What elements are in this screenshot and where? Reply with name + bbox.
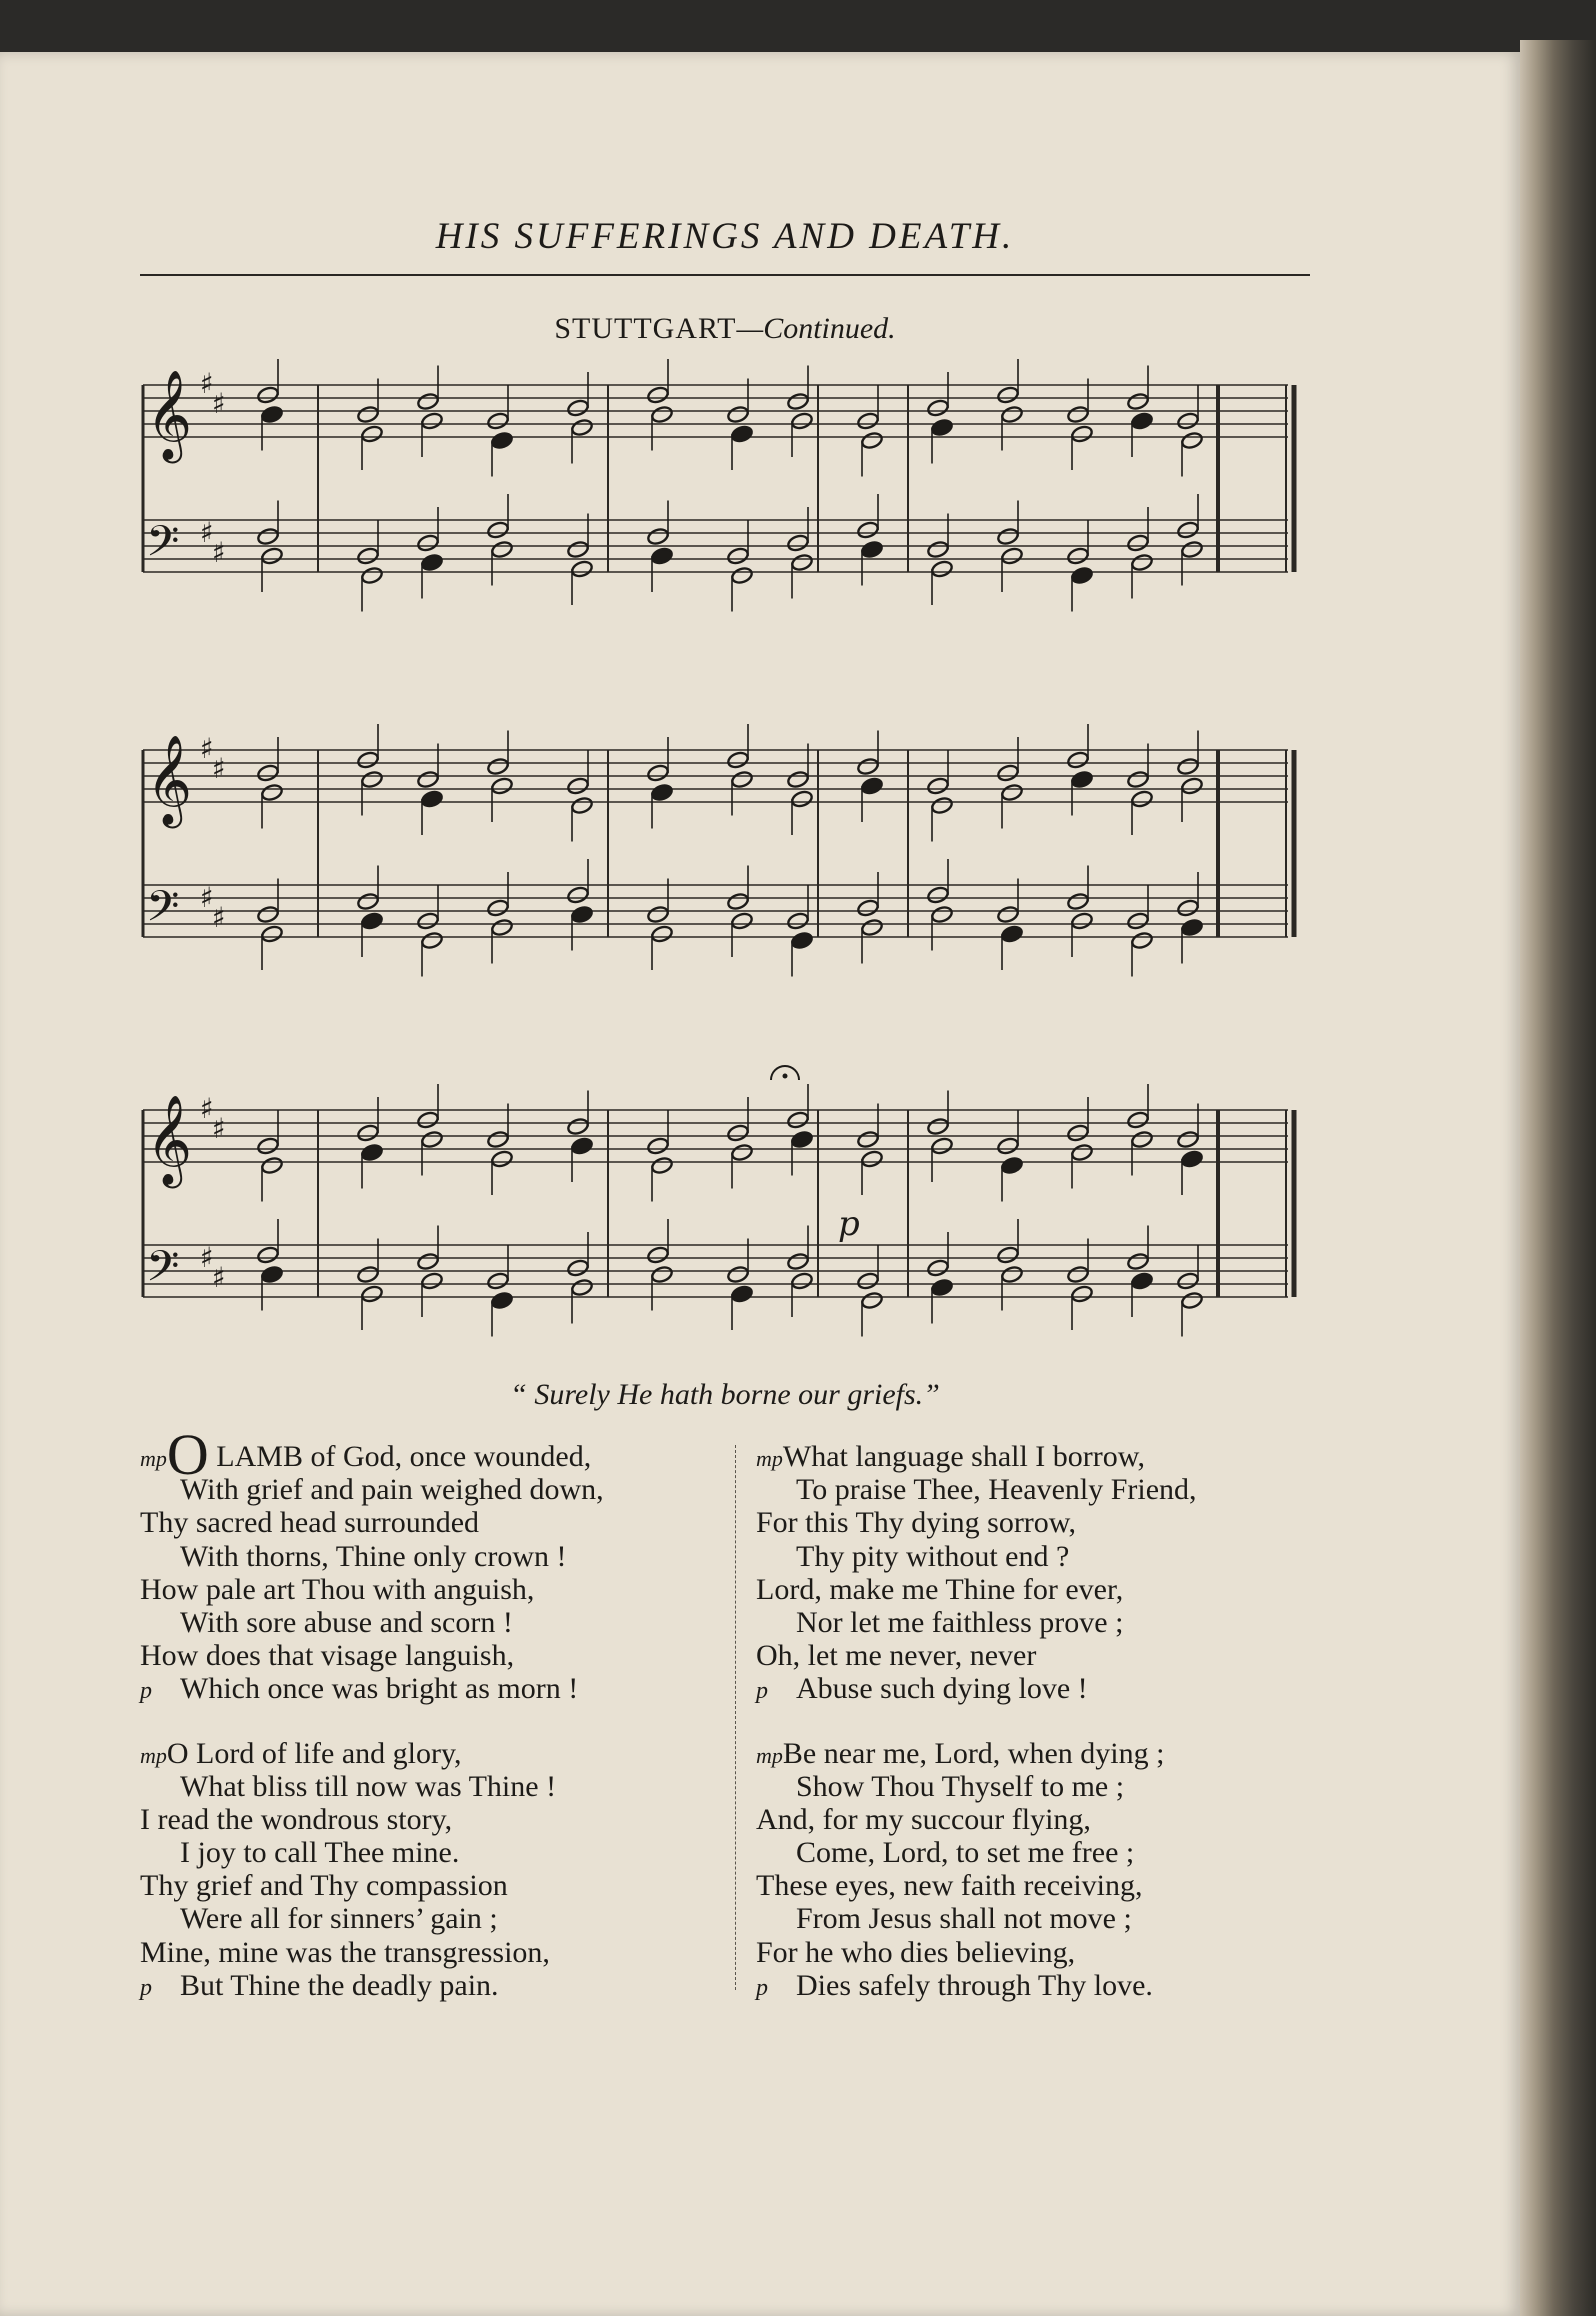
verse-line — [140, 1936, 725, 1969]
notehead — [650, 1265, 673, 1284]
notehead — [356, 1123, 379, 1142]
verse-text: Show Thou Thyself to me ; — [796, 1769, 1125, 1803]
sharp-sign: ♯ — [212, 387, 226, 420]
notehead — [420, 1271, 443, 1290]
notehead — [260, 1265, 283, 1284]
notehead — [1176, 411, 1199, 430]
hymn-caption: “ Surely He hath borne our griefs.” — [510, 1378, 940, 1411]
notehead — [1176, 1271, 1199, 1290]
dynamic-mark: mp — [756, 1742, 783, 1768]
notehead — [1176, 520, 1199, 539]
verse-text: Lord, make me Thine for ever, — [756, 1572, 1124, 1606]
notehead — [856, 520, 879, 539]
bass-clef: 𝄢 — [146, 882, 180, 942]
verse-text: Mine, mine was the transgression, — [140, 1935, 550, 1969]
notehead — [930, 905, 953, 924]
treble-clef: 𝄞 — [146, 370, 193, 460]
notehead — [360, 1143, 383, 1162]
verse-line — [140, 1737, 725, 1770]
notehead — [356, 405, 379, 424]
verse-line — [756, 1869, 1341, 1902]
verse-line — [140, 1506, 725, 1539]
notehead — [1126, 533, 1149, 552]
notehead — [420, 553, 443, 572]
verse-text: I joy to call Thee mine. — [180, 1836, 460, 1870]
notehead — [1000, 1156, 1023, 1175]
verse-text: How does that visage languish, — [140, 1639, 515, 1673]
notehead — [566, 776, 589, 795]
notehead — [486, 1130, 509, 1149]
notehead — [786, 911, 809, 930]
notehead — [420, 931, 443, 950]
verse-text: With grief and pain weighed down, — [180, 1473, 604, 1507]
verse-text: Dies safely through Thy love. — [796, 1968, 1153, 2002]
verse-line — [140, 1672, 725, 1705]
notehead — [1066, 1265, 1089, 1284]
notehead — [490, 540, 513, 559]
notehead — [570, 559, 593, 578]
notehead — [646, 527, 669, 546]
verse-text: Come, Lord, to set me free ; — [796, 1836, 1135, 1870]
notehead — [1130, 1271, 1153, 1290]
notehead — [646, 1136, 669, 1155]
notehead — [260, 924, 283, 943]
notehead — [1066, 546, 1089, 565]
running-head: HIS SUFFERINGS AND DEATH. — [435, 216, 1015, 257]
notehead — [256, 1245, 279, 1264]
verse-line — [140, 1573, 725, 1606]
verse-line — [756, 1506, 1341, 1539]
score-dynamic-mark: p — [838, 1204, 860, 1244]
notehead — [360, 1284, 383, 1303]
notehead — [650, 783, 673, 802]
notehead — [930, 559, 953, 578]
dynamic-mark: p — [756, 1678, 768, 1705]
notehead — [1180, 431, 1203, 450]
treble-clef: 𝄞 — [146, 735, 193, 825]
notehead — [416, 1252, 439, 1271]
notehead — [726, 1265, 749, 1284]
dynamic-mark: mp — [140, 1742, 167, 1768]
notehead — [256, 385, 279, 404]
verse-text: Thy sacred head surrounded — [140, 1506, 480, 1540]
notehead — [650, 924, 673, 943]
notehead — [790, 553, 813, 572]
verse-line — [140, 1803, 725, 1836]
notehead — [856, 757, 879, 776]
verse-text: O Lord of life and glory, — [166, 1736, 462, 1770]
notehead — [1000, 546, 1023, 565]
notehead — [1126, 1110, 1149, 1129]
sharp-sign: ♯ — [212, 752, 226, 785]
notehead — [790, 411, 813, 430]
notehead — [860, 776, 883, 795]
notehead — [860, 1291, 883, 1310]
notehead — [786, 770, 809, 789]
verse-text: These eyes, new faith receiving, — [756, 1869, 1143, 1903]
notehead — [646, 905, 669, 924]
notehead — [490, 1291, 513, 1310]
drop-cap: O — [166, 1422, 209, 1487]
verse-text: Were all for sinners’ gain ; — [180, 1902, 498, 1936]
verse-line — [756, 1803, 1341, 1836]
notehead — [256, 763, 279, 782]
verse-text: For this Thy dying sorrow, — [756, 1506, 1077, 1540]
notehead — [570, 1136, 593, 1155]
notehead — [646, 1245, 669, 1264]
sharp-sign: ♯ — [212, 901, 226, 934]
verse-line — [756, 1540, 1341, 1573]
notehead — [650, 1156, 673, 1175]
notehead — [996, 1136, 1019, 1155]
notehead — [1130, 1130, 1153, 1149]
verse-text: Abuse such dying love ! — [796, 1672, 1088, 1706]
sharp-sign: ♯ — [200, 1092, 214, 1125]
verse-text: Thy pity without end ? — [796, 1539, 1070, 1573]
notehead — [790, 1130, 813, 1149]
notehead — [1000, 924, 1023, 943]
notehead — [1070, 911, 1093, 930]
verse-text: And, for my succour flying, — [756, 1802, 1091, 1836]
notehead — [926, 398, 949, 417]
notehead — [490, 776, 513, 795]
notehead — [1176, 898, 1199, 917]
notehead — [860, 431, 883, 450]
verse-line — [756, 1639, 1341, 1672]
notehead — [856, 1130, 879, 1149]
verse-text: Thy grief and Thy compassion — [140, 1869, 508, 1903]
verse-line — [140, 1540, 725, 1573]
verse-text: With thorns, Thine only crown ! — [180, 1539, 567, 1573]
notehead — [996, 1245, 1019, 1264]
notehead — [926, 885, 949, 904]
verse-line — [140, 1606, 725, 1639]
notehead — [930, 418, 953, 437]
notehead — [256, 905, 279, 924]
bass-clef: 𝄢 — [146, 517, 180, 577]
stanza-1 — [140, 1422, 725, 1706]
verse-text: LAMB of God, once wounded, — [208, 1440, 592, 1473]
verse-line — [756, 1672, 1341, 1705]
notehead — [1000, 783, 1023, 802]
notehead — [486, 1271, 509, 1290]
notehead — [790, 1271, 813, 1290]
notehead — [1070, 566, 1093, 585]
notehead — [420, 789, 443, 808]
notehead — [726, 892, 749, 911]
verse-line — [756, 1473, 1341, 1506]
notehead — [650, 405, 673, 424]
notehead — [1130, 789, 1153, 808]
notehead — [260, 546, 283, 565]
verse-line — [756, 1936, 1341, 1969]
sharp-sign: ♯ — [212, 536, 226, 569]
notehead — [730, 911, 753, 930]
notehead — [650, 546, 673, 565]
notehead — [260, 783, 283, 802]
stanza-2 — [140, 1737, 725, 2003]
notehead — [356, 892, 379, 911]
notehead — [566, 398, 589, 417]
notehead — [1126, 770, 1149, 789]
verse-text: Be near me, Lord, when dying ; — [782, 1736, 1165, 1770]
sharp-sign: ♯ — [212, 1112, 226, 1145]
notehead — [256, 1136, 279, 1155]
dynamic-mark: mp — [756, 1446, 783, 1471]
notehead — [566, 540, 589, 559]
notehead — [730, 1143, 753, 1162]
verse-text: Oh, let me never, never — [756, 1639, 1037, 1673]
notehead — [1180, 918, 1203, 937]
notehead — [1066, 750, 1089, 769]
notehead — [1180, 776, 1203, 795]
notehead — [860, 918, 883, 937]
notehead — [786, 1252, 809, 1271]
notehead — [790, 789, 813, 808]
stanza-4 — [756, 1737, 1341, 2003]
sharp-sign: ♯ — [200, 1241, 214, 1274]
notehead — [856, 1271, 879, 1290]
verse-line — [756, 1737, 1341, 1770]
notehead — [1126, 392, 1149, 411]
notehead — [726, 405, 749, 424]
notehead — [726, 1123, 749, 1142]
notehead — [926, 1117, 949, 1136]
verse-line — [140, 1473, 725, 1506]
verse-text: How pale art Thou with anguish, — [140, 1572, 535, 1606]
notehead — [930, 1136, 953, 1155]
verse-line — [756, 1902, 1341, 1935]
notehead — [1070, 770, 1093, 789]
notehead — [1070, 424, 1093, 443]
notehead — [1180, 1291, 1203, 1310]
verse-line — [756, 1836, 1341, 1869]
verse-line — [756, 1440, 1341, 1473]
stanza-3 — [756, 1440, 1341, 1706]
sharp-sign: ♯ — [200, 732, 214, 765]
notehead — [256, 527, 279, 546]
notehead — [486, 411, 509, 430]
dynamic-mark: mp — [140, 1446, 167, 1471]
notehead — [1130, 553, 1153, 572]
notehead — [416, 770, 439, 789]
notehead — [420, 411, 443, 430]
verse-text: From Jesus shall not move ; — [796, 1902, 1132, 1936]
verse-line — [140, 1969, 725, 2002]
verse-text: But Thine the deadly pain. — [180, 1968, 499, 2002]
verse-line — [140, 1770, 725, 1803]
notehead — [490, 1149, 513, 1168]
header-rule — [140, 274, 1310, 276]
verse-line — [140, 1422, 725, 1487]
notehead — [930, 796, 953, 815]
notehead — [730, 424, 753, 443]
column-divider — [735, 1445, 736, 1990]
notehead — [360, 911, 383, 930]
verse-text: Which once was bright as morn ! — [180, 1672, 579, 1706]
notehead — [856, 898, 879, 917]
notehead — [566, 885, 589, 904]
notehead — [1000, 405, 1023, 424]
notehead — [570, 418, 593, 437]
notehead — [490, 431, 513, 450]
notehead — [996, 763, 1019, 782]
sharp-sign: ♯ — [200, 516, 214, 549]
verse-line — [140, 1902, 725, 1935]
verse-line — [140, 1836, 725, 1869]
notehead — [1176, 1130, 1199, 1149]
tune-name: STUTTGART — [554, 312, 737, 345]
notehead — [786, 392, 809, 411]
dynamic-mark: p — [140, 1678, 152, 1705]
verse-line — [140, 1869, 725, 1902]
verse-text: Nor let me faithless prove ; — [796, 1605, 1124, 1639]
notehead — [356, 750, 379, 769]
verse-text: For he who dies believing, — [756, 1935, 1076, 1969]
notehead — [790, 931, 813, 950]
verse-text: To praise Thee, Heavenly Friend, — [796, 1473, 1197, 1507]
music-score — [138, 355, 1318, 1355]
notehead — [416, 392, 439, 411]
notehead — [486, 757, 509, 776]
notehead — [570, 796, 593, 815]
notehead — [1130, 931, 1153, 950]
notehead — [996, 385, 1019, 404]
tune-suffix: —Continued. — [736, 312, 896, 345]
verse-line — [756, 1606, 1341, 1639]
page-edges — [1520, 40, 1596, 2316]
notehead — [356, 546, 379, 565]
notehead — [566, 1117, 589, 1136]
dynamic-mark: p — [756, 1974, 768, 2001]
notehead — [1126, 911, 1149, 930]
verse-text: I read the wondrous story, — [140, 1802, 453, 1836]
notehead — [416, 911, 439, 930]
hymn-column-right — [756, 1440, 1341, 2033]
notehead — [1070, 1284, 1093, 1303]
notehead — [360, 424, 383, 443]
notehead — [420, 1130, 443, 1149]
notehead — [1176, 757, 1199, 776]
notehead — [856, 411, 879, 430]
notehead — [566, 1258, 589, 1277]
notehead — [570, 1278, 593, 1297]
notehead — [416, 1110, 439, 1129]
fermata-dot — [783, 1074, 788, 1079]
notehead — [996, 527, 1019, 546]
bass-clef: 𝄢 — [146, 1242, 180, 1302]
notehead — [1066, 405, 1089, 424]
notehead — [726, 750, 749, 769]
notehead — [1000, 1265, 1023, 1284]
notehead — [260, 1156, 283, 1175]
dynamic-mark: p — [140, 1974, 152, 2001]
notehead — [726, 546, 749, 565]
verse-text: What language shall I borrow, — [782, 1440, 1145, 1473]
notehead — [730, 566, 753, 585]
notehead — [1066, 892, 1089, 911]
notehead — [356, 1265, 379, 1284]
verse-line — [756, 1969, 1341, 2002]
notehead — [416, 533, 439, 552]
treble-clef: 𝄞 — [146, 1095, 193, 1185]
verse-line — [756, 1770, 1341, 1803]
notehead — [996, 905, 1019, 924]
verse-line — [756, 1573, 1341, 1606]
notehead — [570, 905, 593, 924]
notehead — [786, 533, 809, 552]
sharp-sign: ♯ — [212, 1261, 226, 1294]
notehead — [786, 1110, 809, 1129]
notehead — [486, 898, 509, 917]
sharp-sign: ♯ — [200, 367, 214, 400]
tune-title — [140, 312, 1310, 346]
notehead — [860, 540, 883, 559]
verse-text: What bliss till now was Thine ! — [180, 1769, 557, 1803]
notehead — [926, 1258, 949, 1277]
notehead — [646, 385, 669, 404]
notehead — [646, 763, 669, 782]
notehead — [486, 520, 509, 539]
notehead — [1126, 1252, 1149, 1271]
notehead — [860, 1149, 883, 1168]
notehead — [260, 405, 283, 424]
notehead — [490, 918, 513, 937]
notehead — [926, 776, 949, 795]
verse-text: With sore abuse and scorn ! — [180, 1605, 513, 1639]
notehead — [360, 770, 383, 789]
notehead — [1130, 411, 1153, 430]
notehead — [926, 540, 949, 559]
notehead — [730, 1284, 753, 1303]
notehead — [730, 770, 753, 789]
sharp-sign: ♯ — [200, 881, 214, 914]
hymn-column-left — [140, 1422, 725, 2033]
verse-line — [140, 1639, 725, 1672]
notehead — [1180, 1149, 1203, 1168]
notehead — [360, 566, 383, 585]
notehead — [1070, 1143, 1093, 1162]
notehead — [1066, 1123, 1089, 1142]
notehead — [1180, 540, 1203, 559]
notehead — [930, 1278, 953, 1297]
